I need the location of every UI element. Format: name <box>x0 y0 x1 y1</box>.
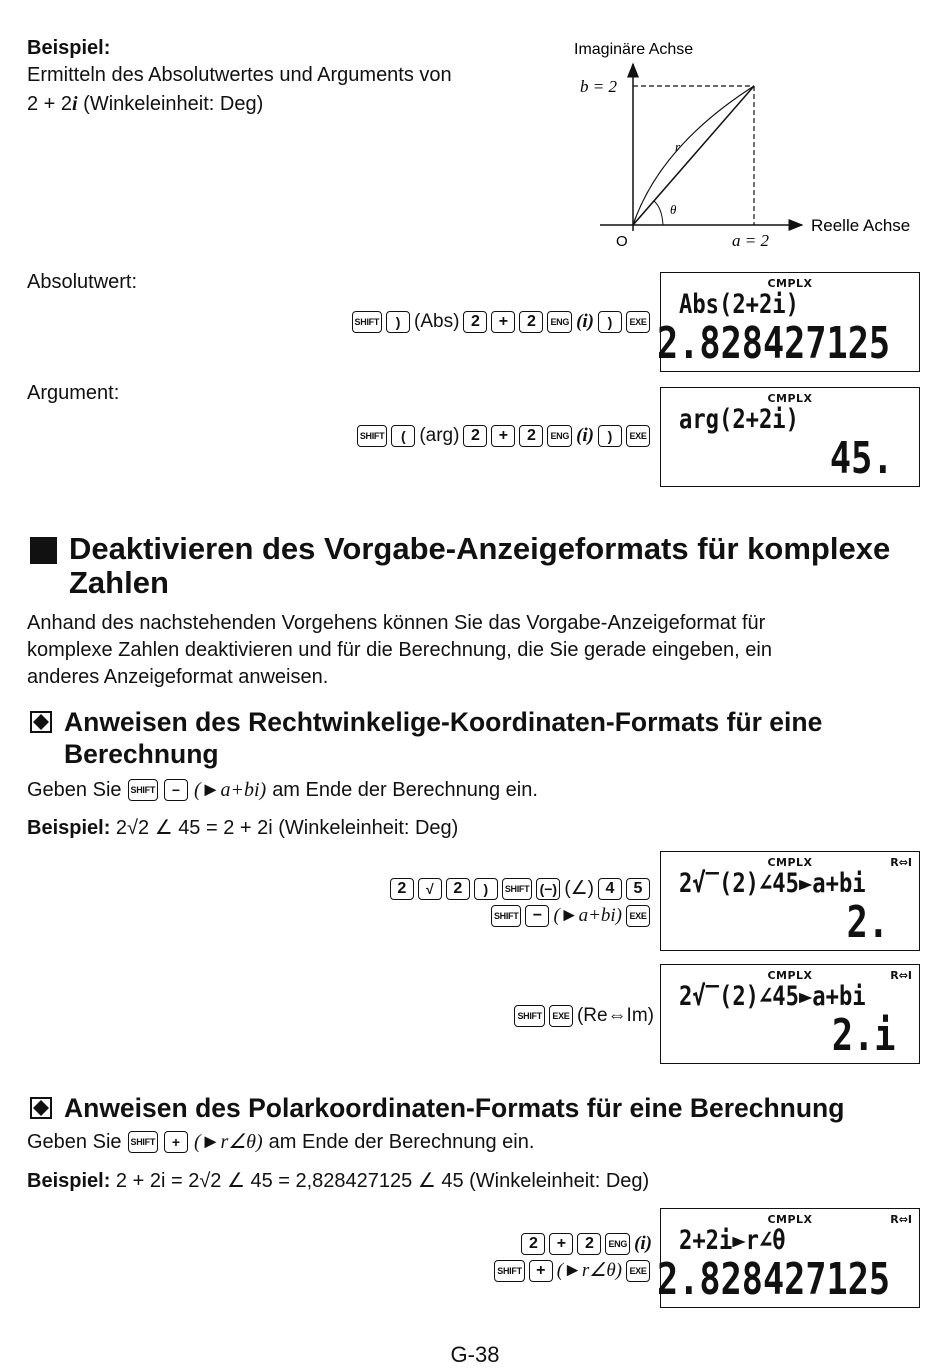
sqrt-key: √ <box>418 878 442 900</box>
theta-arc <box>654 201 663 225</box>
b-label: b = 2 <box>580 77 617 96</box>
angle-function-label: (∠) <box>564 878 594 899</box>
re-im-indicator: R⇔I <box>890 856 912 869</box>
lcd-input-line: 2+2i►r∠θ <box>679 1225 786 1256</box>
lcd-result-line: 2.828427125 <box>657 318 891 369</box>
digit-2-key: 2 <box>521 1233 545 1255</box>
exe-key: EXE <box>626 1260 650 1282</box>
rect-key-sequence-row2 <box>491 905 650 927</box>
lcd-result-line: 2.828427125 <box>657 1254 891 1305</box>
i-function-label: (i) <box>634 1233 652 1254</box>
lcd-input-line: 2√‾(2)∠45►a+bi <box>679 868 866 899</box>
digit-2-key: 2 <box>463 425 487 447</box>
exe-key: EXE <box>626 905 650 927</box>
shift-key: SHIFT <box>494 1260 525 1282</box>
lcd-result-line: 2.i <box>831 1010 895 1061</box>
abs-key-sequence <box>352 311 650 333</box>
re-im-function-label: (Re⇔Im) <box>576 1005 654 1026</box>
imaginary-axis-label: Imaginäre Achse <box>574 41 694 58</box>
digit-5-key: 5 <box>626 878 650 900</box>
eng-key: ENG <box>547 311 572 333</box>
cmplx-indicator: CMPLX <box>767 1213 813 1226</box>
polar-title: Anweisen des Polarkoordinaten-Formats für eine Berechnung <box>64 1093 845 1123</box>
exe-key: EXE <box>549 1005 573 1027</box>
rect-instruction: Geben Sie SHIFT − (►a+bi) am Ende der Berechnung ein. <box>27 779 538 801</box>
section-bullet-square <box>30 537 57 564</box>
rect-key-sequence-row3 <box>514 1005 654 1027</box>
open-paren-key: ( <box>391 425 415 447</box>
close-paren-key: ) <box>386 311 410 333</box>
rect-example: Beispiel: 2√2 ∠ 45 = 2 + 2i (Winkeleinheit: Deg) <box>27 817 459 839</box>
lcd-rect-1 <box>660 851 920 951</box>
plus-key: + <box>491 425 515 447</box>
close-paren-key: ) <box>598 311 622 333</box>
page-number: G-38 <box>450 1342 500 1367</box>
shift-key: SHIFT <box>128 1131 159 1153</box>
i-function-label: (i) <box>576 311 594 332</box>
digit-2-key: 2 <box>390 878 414 900</box>
a-bi-function-label: (►a+bi) <box>553 905 622 926</box>
digit-2-key: 2 <box>446 878 470 900</box>
digit-2-key: 2 <box>519 425 543 447</box>
cmplx-indicator: CMPLX <box>767 856 813 869</box>
exe-key: EXE <box>626 425 650 447</box>
lcd-result-line: 2. <box>846 897 889 948</box>
diamond-bullet-icon <box>30 1097 52 1119</box>
polar-key-sequence-row2 <box>494 1259 650 1282</box>
digit-2-key: 2 <box>577 1233 601 1255</box>
real-axis-label: Reelle Achse <box>811 216 911 235</box>
polar-function-label: (►r∠θ) <box>556 1260 622 1281</box>
diamond-bullet-icon <box>30 711 52 733</box>
close-paren-key: ) <box>598 425 622 447</box>
cmplx-indicator: CMPLX <box>767 277 813 290</box>
re-im-indicator: R⇔I <box>890 1213 912 1226</box>
minus-key: − <box>164 779 188 801</box>
lcd-abs <box>657 272 920 372</box>
plus-key: + <box>529 1260 553 1282</box>
exe-key: EXE <box>626 311 650 333</box>
lcd-result-line: 45. <box>829 433 893 484</box>
digit-2-key: 2 <box>463 311 487 333</box>
polar-example: Beispiel: 2 + 2i = 2√2 ∠ 45 = 2,828427125 ∠ 45 (Winkeleinheit: Deg) <box>27 1170 650 1192</box>
lcd-polar <box>657 1208 920 1308</box>
re-im-indicator: R⇔I <box>890 969 912 982</box>
lcd-arg <box>660 387 920 487</box>
shift-key: SHIFT <box>352 311 383 333</box>
section-title-line2: Zahlen <box>69 565 169 600</box>
vector-line <box>633 86 754 225</box>
rect-key-sequence-row1 <box>390 877 650 900</box>
negative-key: (−) <box>536 878 560 900</box>
shift-key: SHIFT <box>128 779 159 801</box>
cmplx-indicator: CMPLX <box>767 969 813 982</box>
cmplx-indicator: CMPLX <box>767 392 813 405</box>
arg-function-label: (arg) <box>419 425 460 446</box>
section-paragraph-line3: anderes Anzeigeformat anweisen. <box>27 666 329 688</box>
digit-2-key: 2 <box>519 311 543 333</box>
shift-key: SHIFT <box>514 1005 545 1027</box>
close-paren-key: ) <box>474 878 498 900</box>
complex-plane-diagram <box>570 36 930 256</box>
minus-key: − <box>525 905 549 927</box>
rect-title-line2: Berechnung <box>64 739 219 769</box>
section-paragraph-line2: komplexe Zahlen deaktivieren und für die Berechnung, die Sie gerade eingeben, ein <box>27 639 772 661</box>
shift-key: SHIFT <box>491 905 522 927</box>
abs-function-label: (Abs) <box>414 311 460 332</box>
arg-key-sequence <box>357 425 650 447</box>
lcd-input-line: arg(2+2i) <box>679 404 799 435</box>
plus-key: + <box>491 311 515 333</box>
eng-key: ENG <box>547 425 572 447</box>
digit-4-key: 4 <box>598 878 622 900</box>
lcd-rect-2 <box>660 964 920 1064</box>
plus-key: + <box>549 1233 573 1255</box>
eng-key: ENG <box>605 1233 630 1255</box>
r-label: r <box>675 139 681 154</box>
section-paragraph-line1: Anhand des nachstehenden Vorgehens können Sie das Vorgabe-Anzeigeformat für <box>27 612 766 634</box>
i-function-label: (i) <box>576 425 594 446</box>
lcd-input-line: Abs(2+2i) <box>679 289 799 320</box>
example-description: Ermitteln des Absolutwertes und Arguments von <box>27 64 452 86</box>
lcd-input-line: 2√‾(2)∠45►a+bi <box>679 981 866 1012</box>
origin-label: O <box>616 233 628 250</box>
shift-key: SHIFT <box>357 425 388 447</box>
theta-label: θ <box>670 202 677 217</box>
polar-instruction: Geben Sie SHIFT + (►r∠θ) am Ende der Berechnung ein. <box>27 1131 535 1153</box>
polar-key-sequence-row1 <box>521 1233 652 1255</box>
a-label: a = 2 <box>732 231 769 250</box>
abs-label: Absolutwert: <box>27 271 138 293</box>
plus-key: + <box>164 1131 188 1153</box>
rect-title-line1: Anweisen des Rechtwinkelige-Koordinaten-Formats für eine <box>64 707 823 737</box>
example-label: Beispiel: <box>27 37 111 59</box>
arg-label: Argument: <box>27 382 120 404</box>
section-title-line1: Deaktivieren des Vorgabe-Anzeigeformats für komplexe <box>69 531 891 566</box>
shift-key: SHIFT <box>502 878 533 900</box>
example-expression: 2 + 2i (Winkeleinheit: Deg) <box>27 93 264 115</box>
